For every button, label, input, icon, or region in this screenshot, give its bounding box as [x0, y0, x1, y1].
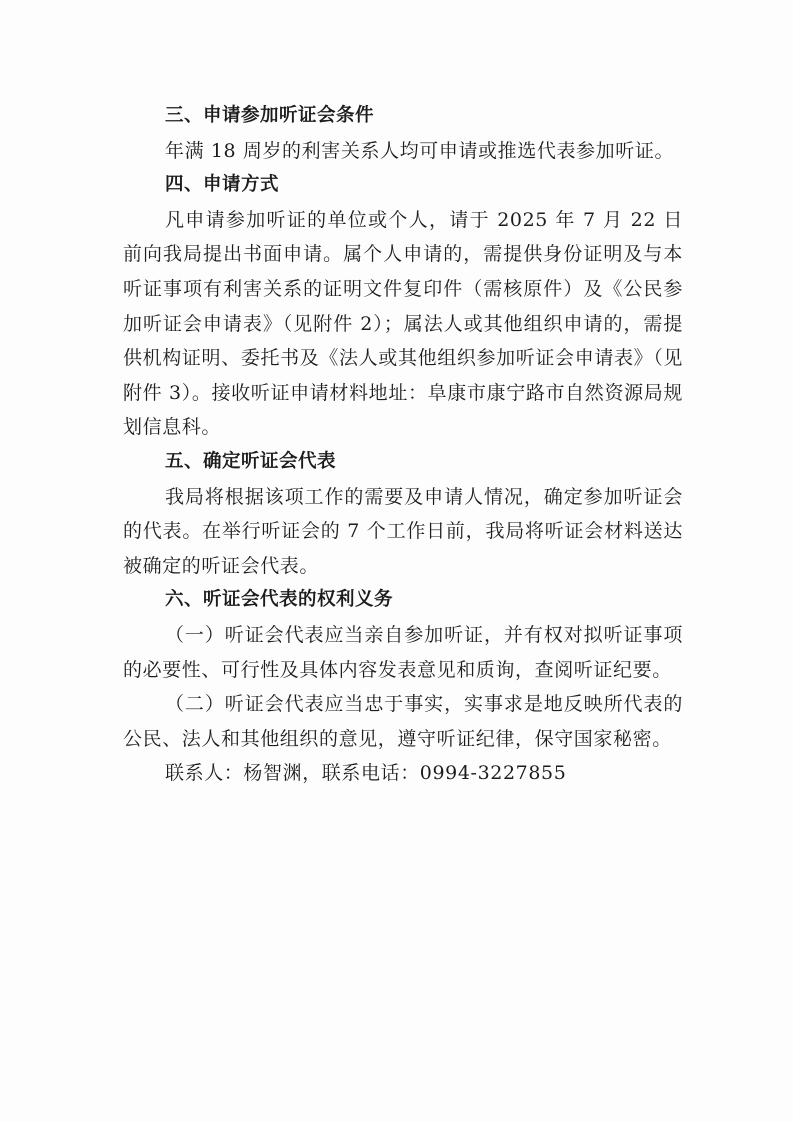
- paragraph-application-conditions: 年满 18 周岁的利害关系人均可申请或推选代表参加听证。: [165, 139, 675, 162]
- contact-info: 联系人：杨智渊，联系电话：0994-3227855: [165, 762, 567, 785]
- section-heading-application-conditions: 三、申请参加听证会条件: [165, 105, 375, 126]
- paragraph-rights-2: （二）听证会代表应当忠于事实，实事求是地反映所代表的公民、法人和其他组织的意见，遵守听证纪律，保守国家秘密。: [123, 693, 683, 750]
- paragraph-rights-1: （一）听证会代表应当亲自参加听证，并有权对拟听证事项的必要性、可行性及具体内容发表意见和质询，查阅听证纪要。: [123, 623, 683, 681]
- section-heading-application-method: 四、申请方式: [165, 174, 280, 196]
- document-body: [123, 99, 683, 791]
- section-heading-rights-obligations: 六、听证会代表的权利义务: [165, 589, 394, 611]
- paragraph-application-method: 凡申请参加听证的单位或个人，请于 2025 年 7 月 22 日前向我局提出书面申请。属个人申请的，需提供身份证明及与本听证事项有利害关系的证明文件复印件（需核原件）及《公民参加听证会申请表》（见附件 2）；属法人或其他组织申请的，需提供机构证明、委托书及《法人或其他组织参加听证会申请表》（见附件 3）。接收听证申请材料地址：阜康市康宁路市自然资源局规划信息科。: [123, 208, 683, 439]
- section-heading-representatives: 五、确定听证会代表: [165, 450, 337, 472]
- paragraph-representatives: 我局将根据该项工作的需要及申请人情况，确定参加听证会的代表。在举行听证会的 7 个工作日前，我局将听证会材料送达被确定的听证会代表。: [123, 485, 683, 577]
